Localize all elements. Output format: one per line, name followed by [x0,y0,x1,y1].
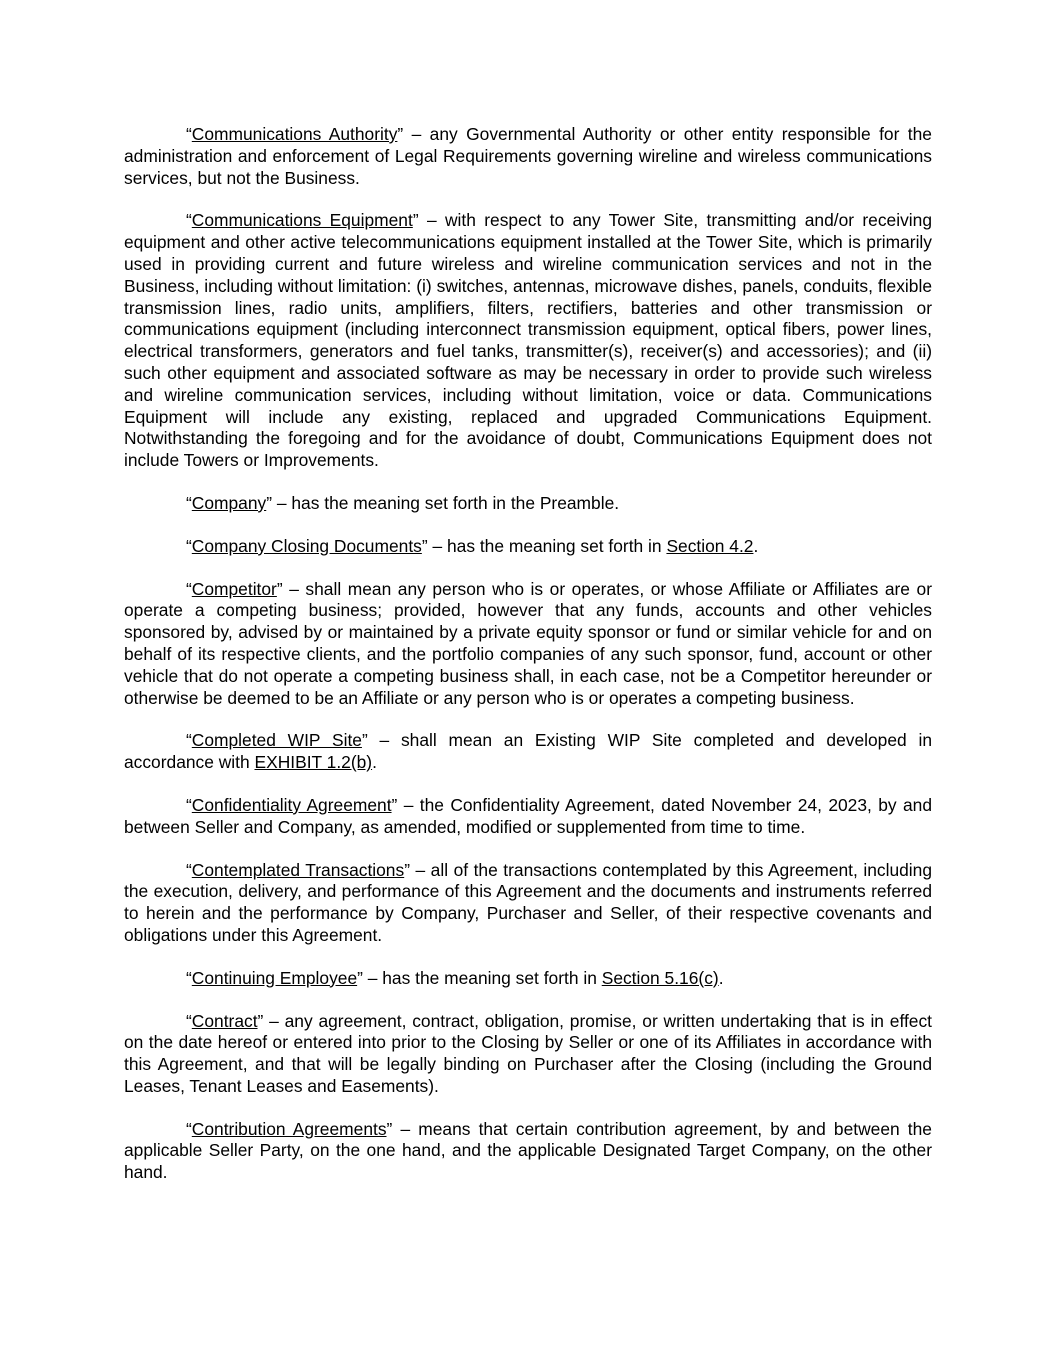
exhibit-reference: EXHIBIT 1.2(b) [254,752,373,773]
definition-text: – all of the transactions contemplated by this Agreement, including the execution, delivery, and performance of this Agreement and the documents and instruments referred to herein and the performance by Company, Purchaser and Seller, of their respective covenants and obligations under this Agreement. [124,859,933,945]
definition-contemplated-transactions: “Contemplated Transactions” – all of the transactions contemplated by this Agreement, including the execution, delivery, and performance of this Agreement and the documents and instruments referred to herein and the performance by Company, Purchaser and Seller, of their respective covenants and obligations under this Agreement. [124,859,933,945]
definition-company: “Company” – has the meaning set forth in the Preamble. [186,492,620,513]
definition-text: – with respect to any Tower Site, transmitting and/or receiving equipment and other active telecommunications equipment installed at the Tower Site, which is primarily used in providing current and future wireless and wireline communication services and not in the Business, including without limitation: (i) switches, antennas, microwave dishes, panels, conduits, flexible transmission lines, radio units, amplifiers, filters, rectifiers, batteries and other transmission or communications equipment (including interconnect transmission equipment, optical fibers, power lines, electrical transformers, generators and fuel tanks, transmitter(s), receiver(s) and accessories); and (ii) such other equipment and associated software as may be necessary in order to provide such wireless and wireline communication services, including without limitation, voice or data. Communications Equipment will include any existing, replaced and upgraded Communications Equipment. Notwithstanding the foregoing and for the avoidance of doubt, Communications Equipment does not include Towers or Improvements. [124,210,932,471]
definition-communications-equipment: “Communications Equipment” – with respect to any Tower Site, transmitting and/or receiving equipment and other active telecommunications equipment installed at the Tower Site, which is primarily used in providing current and future wireless and wireline communication services and not in the Business, including without limitation: (i) switches, antennas, microwave dishes, panels, conduits, flexible transmission lines, radio units, amplifiers, filters, rectifiers, batteries and other transmission or communications equipment (including interconnect transmission equipment, optical fibers, power lines, electrical transformers, generators and fuel tanks, transmitter(s), receiver(s) and accessories); and (ii) such other equipment and associated software as may be necessary in order to provide such wireless and wireline communication services, including without limitation, voice or data. Communications Equipment will include any existing, replaced and upgraded Communications Equipment. Notwithstanding the foregoing and for the avoidance of doubt, Communications Equipment does not include Towers or Improvements. [124,210,932,471]
definition-text: – means that certain contribution agreement, by and between the applicable Seller Party, on the one hand, and the applicable Designated Target Company, on the other hand. [124,1118,932,1183]
section-reference: Section 5.16(c) [601,967,719,988]
document-page [124,124,932,1205]
definition-text: – has the meaning set forth in [427,535,667,556]
defined-term: Competitor [191,578,277,599]
defined-term: Contract [191,1010,258,1031]
defined-term: Company Closing Documents [191,535,422,556]
defined-term: Completed WIP Site [191,730,362,751]
definition-completed-wip-site: “Completed WIP Site” – shall mean an Existing WIP Site completed and developed in accordance with EXHIBIT 1.2(b). [124,730,933,773]
defined-term: Communications Equipment [191,210,413,231]
section-reference: Section 4.2 [666,535,754,556]
definition-contribution-agreements: “Contribution Agreements” – means that certain contribution agreement, by and between the applicable Seller Party, on the one hand, and the applicable Designated Target Company, on the other hand. [124,1118,932,1183]
definition-contract: “Contract” – any agreement, contract, obligation, promise, or written undertaking that is in effect on the date hereof or entered into prior to the Closing by Seller or one of its Affiliates in accordance with this Agreement, and that will be legally binding on Purchaser after the Closing (including the Ground Leases, Tenant Leases and Easements). [124,1010,932,1096]
definition-end: . [753,535,759,556]
definition-end: . [718,967,724,988]
definition-continuing-employee: “Continuing Employee” – has the meaning set forth in Section 5.16(c). [186,967,724,988]
definition-end: . [372,752,377,773]
definition-text: – shall mean an Existing WIP Site completed and developed in accordance with [124,730,933,773]
definition-communications-authority: “Communications Authority” – any Governmental Authority or other entity responsible for the administration and enforcement of Legal Requirements governing wireline and wireless communications services, but not the Business. [124,124,932,188]
definition-text: – shall mean any person who is or operates, or whose Affiliate or Affiliates are or operate a competing business; provided, however that any funds, accounts and other vehicles sponsored by, advised by or maintained by a private equity sponsor or fund or similar vehicle for and on behalf of its respective clients, and the portfolio companies of any such sponsor, fund, account or other vehicle that do not operate a competing business shall, in each case, not be a Competitor hereunder or otherwise be deemed to be an Affiliate or any person who is or operates a competing business. [124,578,932,708]
definition-text: – has the meaning set forth in the Preamble. [272,492,620,513]
definition-text: – any Governmental Authority or other entity responsible for the administration and enforcement of Legal Requirements governing wireline and wireless communications services, but not the Business. [124,124,932,188]
definition-competitor: “Competitor” – shall mean any person who is or operates, or whose Affiliate or Affiliates are or operate a competing business; provided, however that any funds, accounts and other vehicles sponsored by, advised by or maintained by a private equity sponsor or fund or similar vehicle for and on behalf of its respective clients, and the portfolio companies of any such sponsor, fund, account or other vehicle that do not operate a competing business shall, in each case, not be a Competitor hereunder or otherwise be deemed to be an Affiliate or any person who is or operates a competing business. [124,578,932,708]
definition-text: – any agreement, contract, obligation, promise, or written undertaking that is in effect on the date hereof or entered into prior to the Closing by Seller or one of its Affiliates in accordance with this Agreement, and that will be legally binding on Purchaser after the Closing (including the Ground Leases, Tenant Leases and Easements). [124,1010,932,1096]
defined-term: Contribution Agreements [191,1118,387,1139]
defined-term: Confidentiality Agreement [191,794,392,815]
defined-term: Company [191,492,267,513]
defined-term: Communications Authority [191,124,398,144]
definition-company-closing-documents: “Company Closing Documents” – has the meaning set forth in Section 4.2. [186,535,759,556]
defined-term: Continuing Employee [191,967,358,988]
definition-text: – the Confidentiality Agreement, dated November 24, 2023, by and between Seller and Company, as amended, modified or supplemented from time to time. [124,794,932,837]
definition-text: – has the meaning set forth in [362,967,602,988]
defined-term: Contemplated Transactions [191,859,405,880]
definition-confidentiality-agreement: “Confidentiality Agreement” – the Confidentiality Agreement, dated November 24, 2023, by and between Seller and Company, as amended, modified or supplemented from time to time. [124,794,932,837]
